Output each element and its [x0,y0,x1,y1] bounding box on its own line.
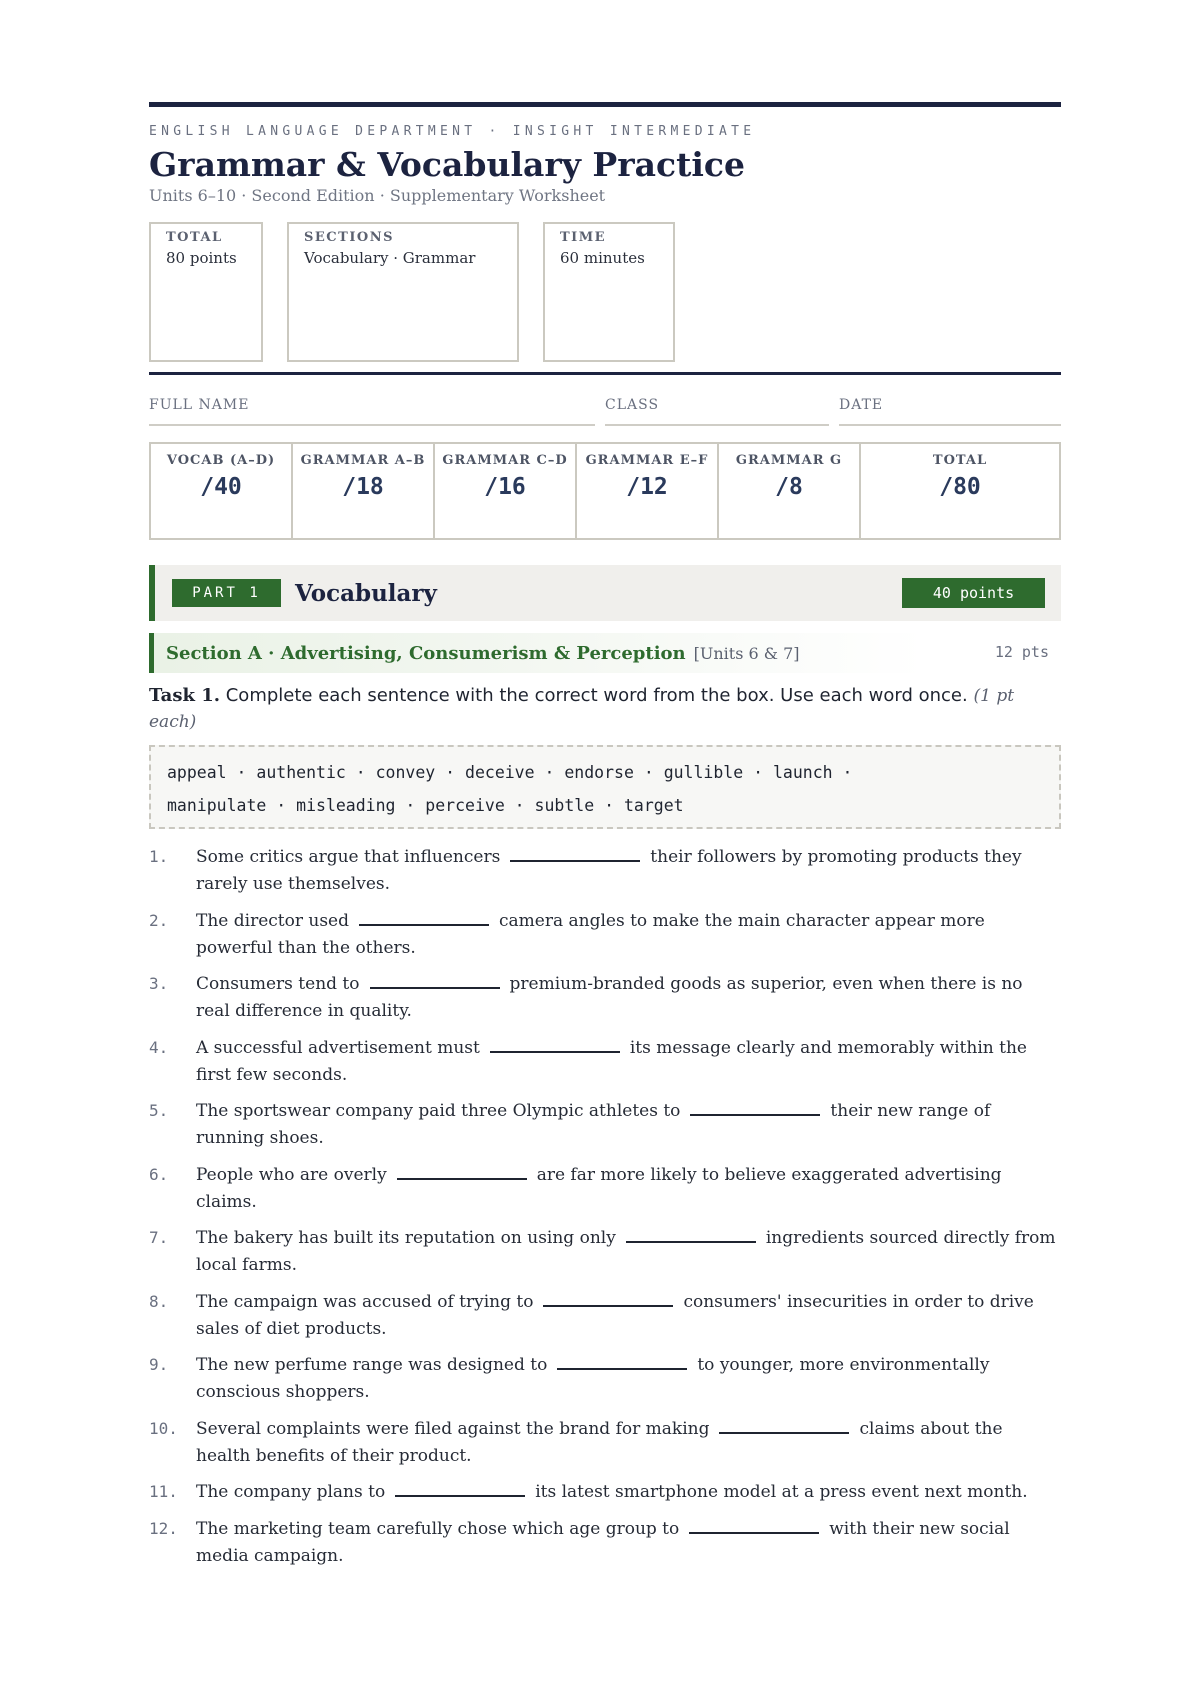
question-number: 8. [149,1291,169,1311]
question-text-before: The marketing team carefully chose which age group to [196,1518,680,1539]
score-label: GRAMMAR C–D [442,453,568,468]
question-item [149,1288,1061,1343]
score-grammar-cd [435,444,577,538]
info-value: 60 minutes [560,249,645,267]
question-number: 11. [149,1482,178,1501]
question-item [149,1478,1061,1506]
question-text-after: with their new social media campaign. [196,1518,1010,1566]
question-text-after: their new range of running shoes. [196,1101,991,1148]
question-number: 5. [149,1101,169,1120]
question-text-before: The company plans to [196,1482,386,1502]
info-label: TOTAL [166,230,223,245]
header-divider [149,372,1061,375]
question-text-before: People who are overly [196,1164,387,1185]
question-text-after: ingredients sourced directly from local farms. [196,1228,1056,1275]
score-vocab [151,444,293,538]
question-text-before: Several complaints were filed against the brand for making [196,1418,710,1439]
question-text [196,1415,1061,1470]
score-value: /40 [200,474,242,500]
score-value: /12 [626,474,668,500]
question-item [149,1161,1061,1216]
question-number: 4. [149,1037,169,1057]
section-title: Section A · Advertising, Consumerism & Perception [166,642,686,664]
question-text-before: The director used [196,910,349,931]
question-text [196,843,1061,898]
answer-blank[interactable] [690,1097,820,1116]
question-number: 1. [149,847,169,866]
question-text-after: its message clearly and memorably within the first few seconds. [196,1037,1027,1085]
question-item [149,1415,1061,1470]
info-value: Vocabulary · Grammar [304,249,476,267]
score-label: VOCAB (A–D) [166,453,276,468]
full-name-label: FULL NAME [149,397,250,413]
score-grammar-ef [577,444,719,538]
info-box-sections [287,222,519,362]
page-subtitle: Units 6–10 · Second Edition · Supplementary Worksheet [149,186,606,205]
answer-blank[interactable] [359,907,489,926]
answer-blank[interactable] [719,1415,849,1434]
department-line: ENGLISH LANGUAGE DEPARTMENT · INSIGHT INTERMEDIATE [149,124,756,139]
class-field[interactable] [605,394,829,426]
question-number: 12. [149,1518,178,1538]
question-item [149,843,1061,898]
answer-blank[interactable] [557,1351,687,1370]
question-item [149,1351,1061,1406]
score-grammar-ab [293,444,435,538]
worksheet-page [149,102,1061,1578]
class-label: CLASS [605,397,660,413]
score-value: /18 [342,474,384,500]
task-instruction [149,683,1061,735]
section-points: 12 pts [994,643,1049,661]
question-number: 9. [149,1355,169,1374]
top-rule [149,102,1061,107]
score-label: GRAMMAR E–F [585,453,709,468]
part-points-badge: 40 points [902,578,1045,608]
question-list [149,843,1061,1570]
answer-blank[interactable] [510,843,640,862]
date-field[interactable] [839,394,1061,426]
answer-blank[interactable] [397,1161,527,1180]
part-title: Vocabulary [295,579,437,607]
question-text-before: Some critics argue that influencers [196,847,501,867]
date-label: DATE [839,397,884,413]
word-box-line: appeal · authentic · convey · deceive · endorse · gullible · launch · [167,763,853,782]
question-text-after: consumers' insecurities in order to drive sales of diet products. [196,1291,1034,1339]
question-item [149,1224,1061,1279]
question-text-before: Consumers tend to [196,974,360,994]
question-text-after: claims about the health benefits of their product. [196,1418,1003,1466]
answer-blank[interactable] [543,1288,673,1307]
score-grammar-g [719,444,861,538]
question-text [196,1515,1061,1570]
answer-blank[interactable] [370,970,500,989]
score-value: /8 [775,474,803,500]
task-note: (1 pt each) [149,686,1015,732]
question-number: 7. [149,1228,169,1247]
task-label: Task 1. [149,685,220,706]
question-item [149,1034,1061,1089]
question-text [196,970,1061,1025]
question-text-after: premium-branded goods as superior, even when there is no real difference in quality. [196,974,1023,1021]
question-text-before: The new perfume range was designed to [196,1355,548,1375]
question-item [149,970,1061,1025]
question-text-after: its latest smartphone model at a press event next month. [535,1482,1028,1502]
answer-blank[interactable] [626,1224,756,1243]
score-label: TOTAL [932,453,988,468]
question-number: 2. [149,910,169,930]
score-label: GRAMMAR G [735,453,843,468]
info-box-total [149,222,263,362]
question-text [196,1224,1061,1279]
full-name-field[interactable] [149,394,595,426]
section-header [149,633,1061,673]
question-text [196,1351,1061,1406]
info-label: TIME [560,230,607,245]
answer-blank[interactable] [395,1478,525,1497]
question-text [196,1034,1061,1089]
question-text-after: camera angles to make the main character appear more powerful than the others. [196,910,985,958]
word-box [149,745,1061,829]
score-grid [149,442,1061,540]
question-item [149,1515,1061,1570]
question-text-before: The campaign was accused of trying to [196,1291,534,1312]
question-number: 10. [149,1418,178,1438]
question-text-after: are far more likely to believe exaggerated advertising claims. [196,1164,1002,1212]
answer-blank[interactable] [689,1515,819,1534]
question-item [149,1097,1061,1152]
student-fields [149,394,1061,426]
score-value: /80 [939,474,981,500]
score-label: GRAMMAR A–B [300,453,426,468]
question-number: 6. [149,1164,169,1184]
question-text [196,1288,1061,1343]
question-text [196,1478,1061,1506]
answer-blank[interactable] [490,1034,620,1053]
question-text-after: to younger, more environmentally conscious shoppers. [196,1355,990,1402]
score-value: /16 [484,474,526,500]
question-text-after: their followers by promoting products they rarely use themselves. [196,847,1022,894]
question-item [149,907,1061,962]
question-text [196,907,1061,962]
info-boxes [149,222,1061,362]
part-header [149,565,1061,621]
question-text-before: A successful advertisement must [196,1037,480,1058]
section-units: [Units 6 & 7] [693,643,800,663]
info-value: 80 points [166,249,237,267]
question-text [196,1161,1061,1216]
question-text-before: The bakery has built its reputation on using only [196,1228,616,1248]
info-label: SECTIONS [304,230,394,245]
info-box-time [543,222,675,362]
question-number: 3. [149,974,169,993]
page-title: Grammar & Vocabulary Practice [149,145,745,184]
word-box-line: manipulate · misleading · perceive · subtle · target [167,796,684,815]
question-text-before: The sportswear company paid three Olympic athletes to [196,1101,681,1121]
part-tag: PART 1 [172,579,281,607]
task-text: Complete each sentence with the correct word from the box. Use each word once. [225,685,968,706]
question-text [196,1097,1061,1152]
score-total [861,444,1059,538]
